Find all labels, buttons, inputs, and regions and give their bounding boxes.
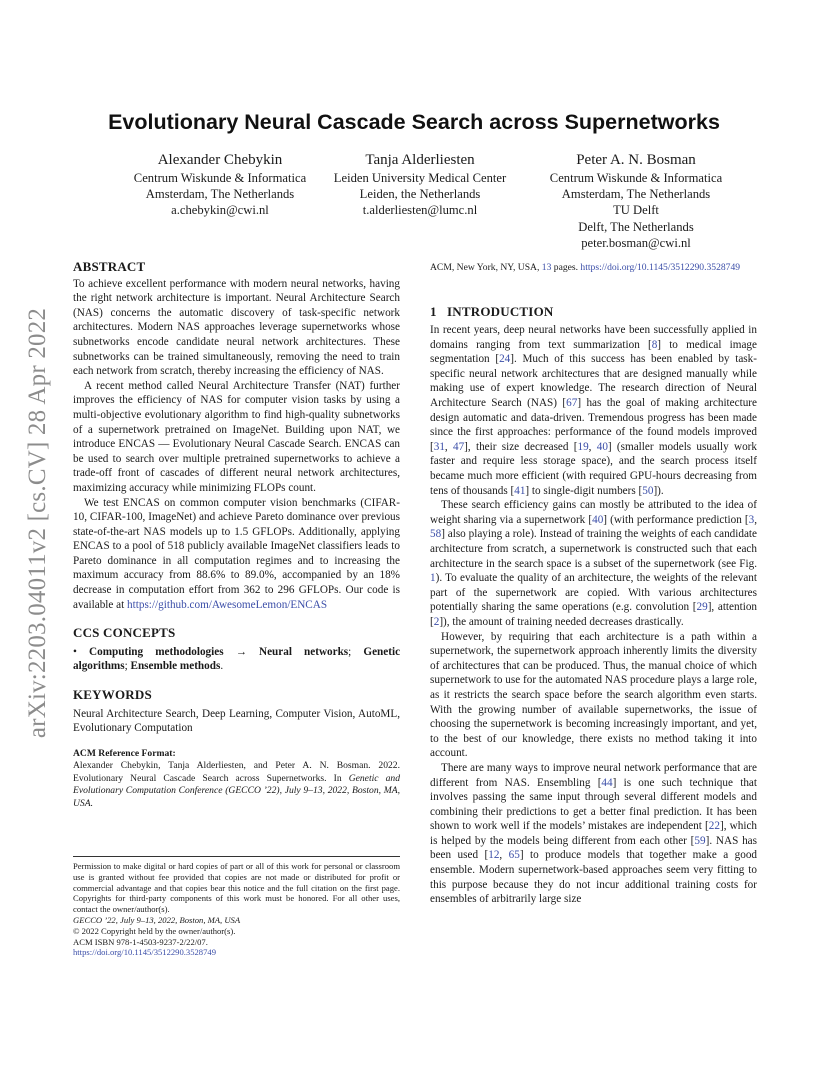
author-location: Amsterdam, The Netherlands: [145, 187, 295, 202]
ccs-arrow: →: [235, 645, 247, 658]
abstract-paragraph-2: A recent method called Neural Architecture Transfer (NAT) further improves the efficiency of NAS for computer vision tasks by using a multi-objective evolutionary algorithm to find high-quality subnetworks of a supernetwork pretrained on ImageNet. Building upon NAT, we introduce ENCAS — Evolutionary Neural Cascade Search. ENCAS can be used to search over multiple pretrained supernetworks to achieve a trade-off front of cascades of different neural network architectures, maximizing accuracy while minimizing FLOPs count.: [73, 379, 400, 494]
citation-link[interactable]: 24: [499, 353, 511, 366]
author-affiliation: Centrum Wiskunde & Informatica: [133, 171, 307, 185]
isbn-line: ACM ISBN 978-1-4503-9237-2/22/07.: [73, 936, 208, 947]
reference-doi-link[interactable]: https://doi.org/10.1145/3512290.3528749: [580, 262, 741, 273]
acm-reference-block: [73, 748, 400, 811]
reference-venue: Genetic and Evolutionary Computation Conference (GECCO ’22), July 9–13, 2022, Boston, MA, USA.: [73, 772, 400, 809]
citation-link[interactable]: 31: [433, 440, 445, 453]
citation-link[interactable]: 29: [696, 601, 708, 614]
ccs-term-2: Neural networks: [259, 645, 349, 658]
citation-link[interactable]: 59: [694, 834, 706, 847]
permission-notice: Permission to make digital or hard copies of part or all of this work for personal or classroom use is granted without fee provided that copies are not made or distributed for profit or commercial advantage and that copies bear this notice and the full citation on the first page. Copyrights for third-party components of this work must be honored. For all other uses, contact the owner/author(s).: [73, 861, 400, 915]
citation-link[interactable]: 40: [596, 440, 608, 453]
author-block-3: [526, 151, 746, 251]
reference-pages: 13: [541, 262, 552, 273]
ccs-term-3: Genetic algorithms: [73, 645, 401, 673]
author-name: Peter A. N. Bosman: [576, 152, 696, 168]
author-name: Alexander Chebykin: [157, 152, 283, 168]
author-location: Leiden, the Netherlands: [359, 187, 481, 202]
reference-pages-suffix: pages.: [551, 262, 581, 273]
author-block-1: [110, 151, 330, 219]
citation-link[interactable]: 44: [601, 776, 613, 789]
arxiv-identifier-stamp: [20, 285, 56, 760]
author-affiliation: Leiden University Medical Center: [333, 171, 507, 185]
ccs-term-1: Computing methodologies: [89, 645, 224, 658]
left-column: [73, 259, 401, 958]
author-block-2: [310, 151, 530, 219]
author-email: peter.bosman@cwi.nl: [581, 235, 691, 250]
abstract-paragraph-1: To achieve excellent performance with modern neural networks, having the right network architecture is important. Neural Architecture Search (NAS) concerns the automatic discovery of task-specific network architectures. Modern NAS approaches leverage supernetworks whose subnetworks encode candidate neural network architectures. These subnetworks can be trained simultaneously, removing the need to train each network from scratch, thereby increasing the efficiency of NAS.: [73, 277, 400, 378]
intro-paragraph-1: In recent years, deep neural networks have been successfully applied in domains ranging from text summarization [8] to medical image segmentation [24]. Much of this success has been enabled by task-specific neural network architectures that are designed manually while making use of expert knowledge. The research direction of Neural Architecture Search (NAS) [67] has the goal of making architecture design automatic and data-driven. Tremendous progress has been made since the first approaches: performance of the found models improved [31, 47], their size decreased [19, 40] (smaller models usually work faster and require less storage space), and the search process itself became much more efficient (with required GPU-hours decreasing from tens of thousands [41] to single-digit numbers [50]).: [430, 324, 757, 497]
conference-line: GECCO ’22, July 9–13, 2022, Boston, MA, USA: [73, 914, 241, 925]
citation-link[interactable]: 65: [508, 849, 520, 862]
paper-title: Evolutionary Neural Cascade Search across Supernetworks: [108, 110, 720, 134]
citation-link[interactable]: 40: [592, 513, 604, 526]
footnote-doi-link[interactable]: https://doi.org/10.1145/3512290.3528749: [73, 947, 216, 958]
author-location: Amsterdam, The Netherlands: [561, 187, 711, 202]
right-column: [430, 262, 757, 907]
ccs-bullet: •: [73, 645, 77, 658]
copyright-line: © 2022 Copyright held by the owner/author(s).: [73, 925, 236, 936]
abstract-paragraph-3: [73, 496, 400, 613]
citation-link[interactable]: 22: [708, 820, 720, 833]
citation-link[interactable]: 58: [430, 528, 442, 541]
introduction-heading: 1 INTRODUCTION: [430, 303, 554, 319]
ccs-concepts-heading: CCS CONCEPTS: [73, 625, 176, 641]
author-affiliation-2: TU Delft: [613, 203, 659, 218]
keywords-text: Neural Architecture Search, Deep Learning, Computer Vision, AutoML, Evolutionary Computation: [73, 707, 400, 735]
citation-link[interactable]: 47: [452, 440, 465, 453]
reference-authors-title: Alexander Chebykin, Tanja Alderliesten, and Peter A. N. Bosman. 2022. Evolutionary Neural Cascade Search across Supernetworks. In: [73, 760, 400, 784]
author-email: a.chebykin@cwi.nl: [171, 203, 269, 218]
ccs-separator: ;: [348, 645, 364, 658]
citation-link[interactable]: 41: [514, 484, 526, 497]
footnote-text: [73, 861, 400, 958]
acm-reference-continuation: [430, 262, 757, 275]
code-repository-link[interactable]: https://github.com/AwesomeLemon/ENCAS: [127, 598, 328, 611]
citation-link[interactable]: 12: [488, 849, 500, 862]
author-affiliation: Centrum Wiskunde & Informatica: [549, 171, 723, 185]
author-location-2: Delft, The Netherlands: [578, 219, 694, 234]
footnote-rule: [73, 856, 400, 857]
citation-link[interactable]: 19: [577, 440, 589, 453]
intro-paragraph-2: These search efficiency gains can mostly be attributed to the idea of weight sharing via a supernetwork [40] (with performance prediction [3, 58] also playing a role). Instead of training the weights of each candidate architecture from scratch, a supernetwork is constructed such that each architecture in the search space is a subset of the supernetwork (see Fig. 1). To evaluate the quality of an architecture, the weights of the relevant part of the supernetwork are copied. With various architectures potentially sharing the same operations (e.g. convolution [29], attention [2]), the amount of training needed decreases drastically.: [430, 499, 758, 628]
intro-paragraph-4: There are many ways to improve neural network performance that are different from NAS. Ensembling [44] is one such technique that involves passing the same input through several different models and combining their predictions to get a better final prediction. It has been shown to work well if the models’ mistakes are independent [22], which is helped by the models being different from each other [59]. NAS has been used [12, 65] to produce models that together make a good ensemble. Modern supernetwork-based approaches seem very fitting to this purpose because they do not incur additional training costs for ensembles of arbitrarily large size: [430, 761, 758, 906]
ccs-term-4: Ensemble methods: [130, 660, 221, 673]
author-email: t.alderliesten@lumc.nl: [362, 203, 478, 218]
reference-tail: ACM, New York, NY, USA,: [430, 262, 542, 273]
citation-link[interactable]: 67: [566, 397, 578, 410]
footnote-block: [73, 856, 400, 958]
acm-reference-text: [73, 760, 400, 810]
abstract-paragraph-3-text: We test ENCAS on common computer vision benchmarks (CIFAR-10, CIFAR-100, ImageNet) and achieve Pareto dominance over previous state-of-the-art NAS models up to 1.5 GFLOPs. Additionally, applying ENCAS to a pool of 518 publicly available ImageNet classifiers leads to Pareto dominance in all computation regimes and to increasing the maximum accuracy from 88.6% to 89.0%, accompanied by an 18% decrease in computation effort from 362 to 296 GFLOPs. Our code is available at: [73, 496, 400, 611]
citation-link[interactable]: 1: [430, 572, 436, 585]
citation-link[interactable]: 3: [748, 513, 755, 526]
arxiv-identifier: arXiv:2203.04011v2 [cs.CV] 28 Apr 2022: [24, 307, 51, 738]
citation-link[interactable]: 50: [642, 484, 654, 497]
acm-reference-heading: ACM Reference Format:: [73, 747, 176, 759]
author-name: Tanja Alderliesten: [365, 152, 475, 168]
ccs-concepts-text: [73, 645, 400, 674]
intro-paragraph-3: However, by requiring that each architecture is a path within a supernetwork, the supernetwork approach inherently limits the diversity of architectures that can be produced. Thus, the manual choice of which supernetwork to use for the automated NAS procedure plays a large role, as it restricts the search space before the search algorithm even starts. With the growing number of available supernetworks, the issue of choosing the supernetwork is becoming increasingly important, and yet, to the best of our knowledge, there exists no method taking it into account.: [430, 630, 757, 760]
ccs-end: .: [220, 660, 224, 673]
keywords-heading: KEYWORDS: [73, 687, 152, 703]
ccs-separator: ;: [124, 660, 131, 673]
citation-link[interactable]: 8: [651, 338, 658, 351]
abstract-heading: ABSTRACT: [73, 259, 146, 274]
citation-link[interactable]: 2: [433, 615, 440, 628]
